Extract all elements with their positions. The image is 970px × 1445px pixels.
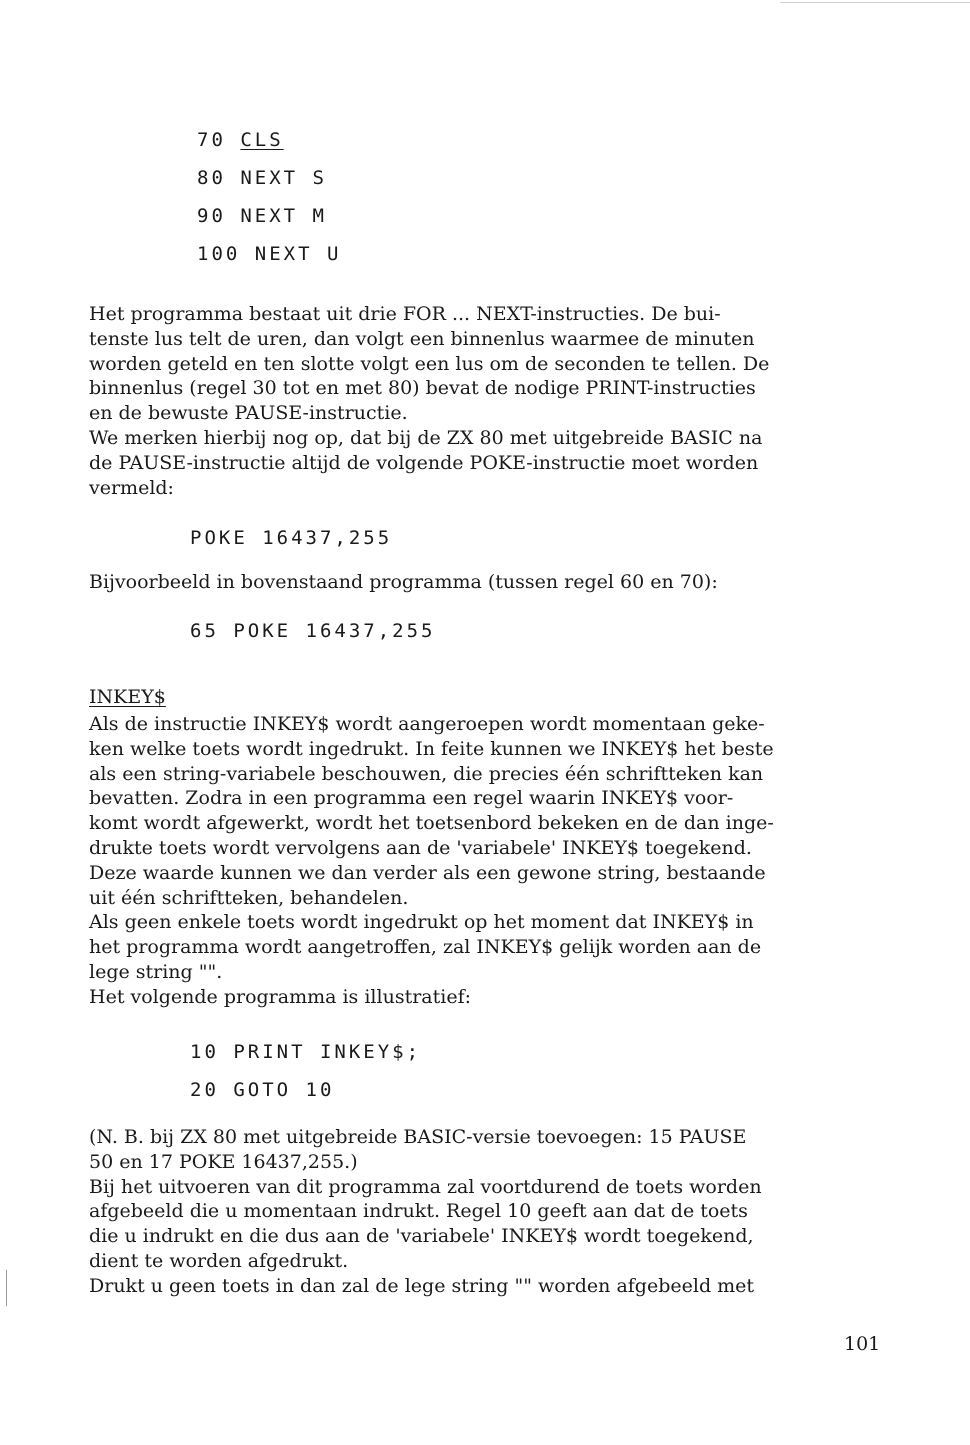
code-line-number: 100 [197,243,241,265]
code-command: CLS [240,129,284,151]
text-line: die u indrukt en die dus aan de 'variabele' INKEY$ wordt toegekend, [89,1225,754,1248]
text-line: dient te worden afgedrukt. [89,1249,349,1272]
text-line: komt wordt afgewerkt, wordt het toetsenbord bekeken en de dan inge- [89,812,774,835]
text-line: afgebeeld die u momentaan indrukt. Regel 10 geeft aan dat de toets [89,1200,748,1223]
code-command: NEXT U [254,243,342,265]
text-line: lege string "". [89,960,223,983]
text-line: binnenlus (regel 30 tot en met 80) bevat de nodige PRINT-instructies [89,377,756,400]
text-line: bevatten. Zodra in een programma een regel waarin INKEY$ voor- [89,787,734,810]
text-line: tenste lus telt de uren, dan volgt een binnenlus waarmee de minuten [89,327,755,350]
text-line: ken welke toets wordt ingedrukt. In feite kunnen we INKEY$ het beste [89,737,774,760]
text-line: Het volgende programma is illustratief: [89,985,472,1008]
code-line-90 [197,207,327,226]
code-command: NEXT M [240,205,327,227]
code-line-10: 10 PRINT INKEY$; [190,1041,422,1063]
text-line: vermeld: [89,476,174,499]
code-line-number: 80 [197,167,226,189]
text-line: Bij het uitvoeren van dit programma zal voortdurend de toets worden [89,1175,762,1198]
code-line-20: 20 GOTO 10 [190,1079,335,1101]
paragraph-note [89,1125,889,1299]
code-line-number: 90 [197,205,226,227]
text-line: Als de instructie INKEY$ wordt aangeroepen wordt momentaan geke- [89,713,765,735]
scan-margin-mark [6,1270,7,1306]
text-line: uit één schriftteken, behandelen. [89,886,409,909]
page-number: 101 [844,1333,881,1355]
code-line-number: 70 [197,129,226,151]
code-line-100 [197,245,341,264]
text-line: Deze waarde kunnen we dan verder als een gewone string, bestaande [89,861,766,884]
text-line: als een string-variabele beschouwen, die precies één schriftteken kan [89,762,764,785]
text-line: het programma wordt aangetroffen, zal INKEY$ gelijk worden aan de [89,936,762,959]
code-line-70 [197,131,284,150]
text-line: (N. B. bij ZX 80 met uitgebreide BASIC-versie toevoegen: 15 PAUSE [89,1126,747,1148]
text-line: de PAUSE-instructie altijd de volgende POKE-instructie moet worden [89,451,759,474]
text-line: en de bewuste PAUSE-instructie. [89,402,408,425]
paragraph-for-next [89,302,889,500]
paragraph-example [89,570,889,595]
text-line: worden geteld en ten slotte volgt een lus om de seconden te tellen. De [89,352,770,375]
section-heading: INKEY$ [89,686,166,708]
text-line: drukte toets wordt vervolgens aan de 'variabele' INKEY$ toegekend. [89,836,752,859]
paragraph-inkey [89,712,889,1010]
text-line: 50 en 17 POKE 16437,255.) [89,1150,358,1173]
code-poke: POKE 16437,255 [190,527,393,549]
code-command: NEXT S [240,167,327,189]
code-poke-65: 65 POKE 16437,255 [190,620,436,642]
scan-edge-line [780,2,970,3]
text-line: We merken hierbij nog op, dat bij de ZX 80 met uitgebreide BASIC na [89,426,763,449]
code-line-80 [197,169,327,188]
text-line: Het programma bestaat uit drie FOR ... NEXT-instructies. De bui- [89,303,721,325]
text-line: Als geen enkele toets wordt ingedrukt op het moment dat INKEY$ in [89,911,754,934]
text-line: Bijvoorbeeld in bovenstaand programma (tussen regel 60 en 70): [89,571,718,593]
text-line: Drukt u geen toets in dan zal de lege string "" worden afgebeeld met [89,1274,755,1297]
